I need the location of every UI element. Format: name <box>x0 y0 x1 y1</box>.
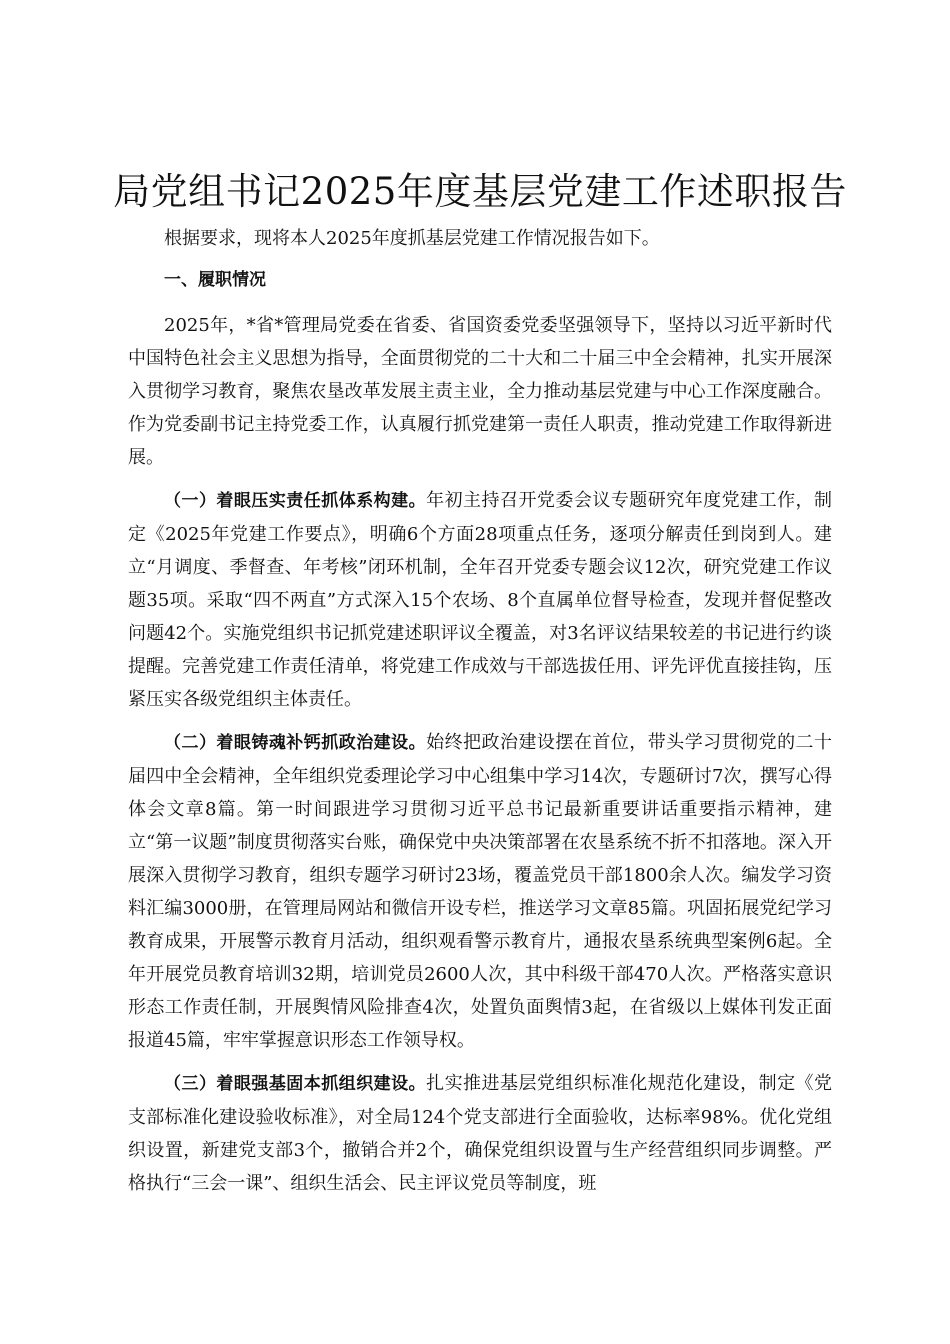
section-body-text: 扎实推进基层党组织标准化规范化建设，制定《党支部标准化建设验收标准》，对全局124个党支部进行全面验收，达标率98%。优化党组织设置，新建党支部3个，撤销合并2个，确保党组织设置与生产经营组织同步调整。严格执行“三会一课”、组织生活会、民主评议党员等制度，班 <box>128 1073 833 1194</box>
section-heading-performance: 一、履职情况 <box>164 270 266 290</box>
document-title: 局党组书记2025年度基层党建工作述职报告 <box>113 170 847 213</box>
section-political-building <box>128 726 832 1057</box>
intro-paragraph: 根据要求，现将本人2025年度抓基层党建工作情况报告如下。 <box>164 228 660 249</box>
overview-paragraph: 2025年，*省*管理局党委在省委、省国资委党委坚强领导下，坚持以习近平新时代中国特色社会主义思想为指导，全面贯彻党的二十大和二十届三中全会精神，扎实开展深入贯彻学习教育，聚焦农垦改革发展主责主业，全力推动基层党建与中心工作深度融合。作为党委副书记主持党委工作，认真履行抓党建第一责任人职责，推动党建工作取得新进展。 <box>128 315 832 468</box>
section-responsibility-system <box>128 484 832 716</box>
section-lead-text: （一）着眼压实责任抓体系构建。 <box>164 491 427 511</box>
section-organization-building <box>128 1067 832 1200</box>
document-body <box>113 168 847 1206</box>
section-body-text: 始终把政治建设摆在首位，带头学习贯彻党的二十届四中全会精神，全年组织党委理论学习中心组集中学习14次，专题研讨7次，撰写心得体会文章8篇。第一时间跟进学习贯彻习近平总书记最新重要讲话重要指示精神，建立“第一议题”制度贯彻落实台账，确保党中央决策部署在农垦系统不折不扣落地。深入开展深入贯彻学习教育，组织专题学习研讨23场，覆盖党员干部1800余人次。编发学习资料汇编3000册，在管理局网站和微信开设专栏，推送学习文章85篇。巩固拓展党纪学习教育成果，开展警示教育月活动，组织观看警示教育片，通报农垦系统典型案例6起。全年开展党员教育培训32期，培训党员2600人次，其中科级干部470人次。严格落实意识形态工作责任制，开展舆情风险排查4次，处置负面舆情3起，在省级以上媒体刊发正面报道45篇，牢牢掌握意识形态工作领导权。 <box>128 732 833 1051</box>
section-lead-text: （三）着眼强基固本抓组织建设。 <box>164 1074 427 1094</box>
section-body-text: 年初主持召开党委会议专题研究年度党建工作，制定《2025年党建工作要点》，明确6个方面28项重点任务，逐项分解责任到岗到人。建立“月调度、季督查、年考核”闭环机制，全年召开党委专题会议12次，研究党建工作议题35项。采取“四不两直”方式深入15个农场、8个直属单位督导检查，发现并督促整改问题42个。实施党组织书记抓党建述职评议全覆盖，对3名评议结果较差的书记进行约谈提醒。完善党建工作责任清单，将党建工作成效与干部选拔任用、评先评优直接挂钩，压紧压实各级党组织主体责任。 <box>128 490 833 710</box>
section-lead-text: （二）着眼铸魂补钙抓政治建设。 <box>164 733 427 753</box>
